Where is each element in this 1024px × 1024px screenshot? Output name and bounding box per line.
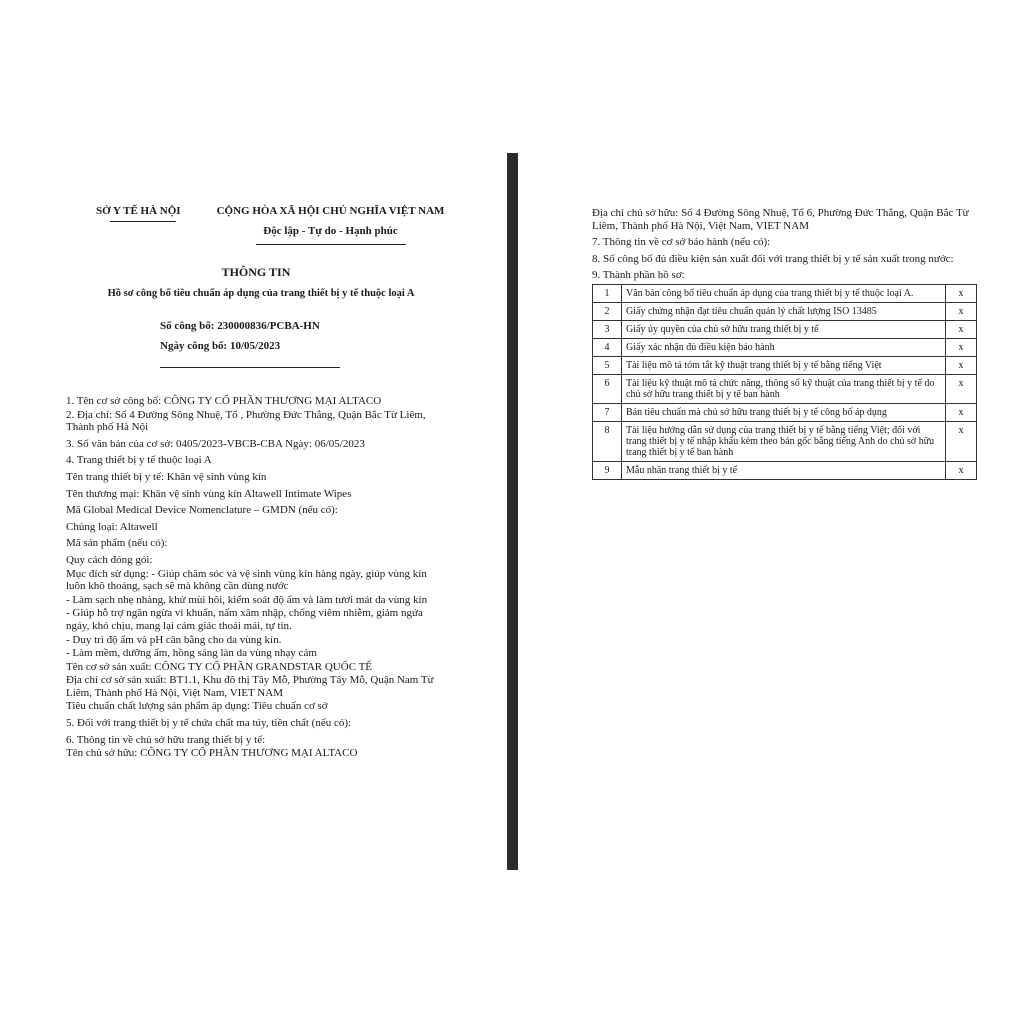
row-document: Tài liệu mô tả tóm tắt kỹ thuật trang thiết bị y tế bằng tiếng Việt (622, 356, 946, 374)
info-line: Tên thương mại: Khăn vệ sinh vùng kín Altawell Intimate Wipes (66, 487, 352, 500)
table-row (593, 461, 977, 479)
row-number: 3 (593, 320, 622, 338)
table-row (593, 284, 977, 302)
info-line: Mã sản phẩm (nếu có): (66, 537, 168, 550)
info-line: Quy cách đóng gói: (66, 553, 153, 566)
row-mark: x (946, 421, 977, 461)
department-name: SỞ Y TẾ HÀ NỘI (96, 205, 181, 217)
info-line: Mục đích sử dụng: - Giúp chăm sóc và vệ sinh vùng kín hàng ngày, giúp vùng kín luôn khô thoáng, sạch sẽ mà không cần dùng nước (66, 567, 427, 593)
row-document: Giấy ủy quyền của chủ sở hữu trang thiết bị y tế (622, 320, 946, 338)
info-line: Chủng loại: Altawell (66, 520, 158, 533)
announcement-number: Số công bố: 230000836/PCBA-HN (160, 320, 320, 332)
row-mark: x (946, 356, 977, 374)
row-document: Giấy xác nhận đủ điều kiện bảo hành (622, 338, 946, 356)
row-document: Tài liệu hướng dẫn sử dụng của trang thiết bị y tế bằng tiếng Việt; đối với trang thiết bị y tế nhập khẩu kèm theo bản gốc bằng tiếng Anh do chủ sở hữu trang thiết bị y tế ban hành (622, 421, 946, 461)
info-line: 3. Số văn bản của cơ sở: 0405/2023-VBCB-CBA Ngày: 06/05/2023 (66, 437, 365, 450)
country-name: CỘNG HÒA XÃ HỘI CHỦ NGHĨA VIỆT NAM (216, 205, 445, 217)
info-line: 1. Tên cơ sở công bố: CÔNG TY CỔ PHẦN THƯƠNG MẠI ALTACO (66, 395, 382, 407)
announcement-date: Ngày công bố: 10/05/2023 (160, 340, 281, 352)
document-title: THÔNG TIN (221, 265, 291, 279)
info-line: - Làm sạch nhẹ nhàng, khử mùi hôi, kiểm soát độ ẩm và làm tươi mát da vùng kín (66, 593, 428, 606)
info-line: 4. Trang thiết bị y tế thuộc loại A (66, 454, 212, 467)
info-line: Tiêu chuẩn chất lượng sản phẩm áp dụng: Tiêu chuẩn cơ sở (66, 700, 328, 713)
table-row (593, 403, 977, 421)
info-line: 2. Địa chỉ: Số 4 Đường Sông Nhuệ, Tổ , Phường Đức Thắng, Quận Bắc Từ Liêm, Thành phố Hà Nội (66, 408, 426, 434)
info-line: 6. Thông tin về chủ sở hữu trang thiết bị y tế: (66, 733, 266, 746)
info-line: Địa chỉ cơ sở sản xuất: BT1.1, Khu đô thị Tây Mỗ, Phường Tây Mỗ, Quận Nam Từ Liêm, Thành phố Hà Nội, Việt Nam, VIET NAM (66, 674, 434, 699)
row-number: 6 (593, 374, 622, 403)
row-mark: x (946, 461, 977, 479)
page-divider (507, 153, 518, 870)
row-mark: x (946, 302, 977, 320)
row-number: 5 (593, 356, 622, 374)
department-underline (110, 221, 176, 222)
row-document: Mẫu nhãn trang thiết bị y tế (622, 461, 946, 479)
table-row (593, 374, 977, 403)
info-line: 9. Thành phần hồ sơ: (592, 269, 685, 282)
separator-line (160, 367, 340, 368)
info-line: 8. Số công bố đủ điều kiện sản xuất đối với trang thiết bị y tế sản xuất trong nước: (592, 252, 954, 265)
motto: Độc lập - Tự do - Hạnh phúc (263, 225, 398, 237)
table-row (593, 421, 977, 461)
info-line: Tên chủ sở hữu: CÔNG TY CỔ PHẦN THƯƠNG MẠI ALTACO (66, 747, 358, 760)
row-document: Văn bản công bố tiêu chuẩn áp dụng của trang thiết bị y tế thuộc loại A. (622, 284, 946, 302)
row-number: 7 (593, 403, 622, 421)
row-mark: x (946, 403, 977, 421)
table-row (593, 356, 977, 374)
right-body (592, 207, 977, 282)
row-number: 4 (593, 338, 622, 356)
row-mark: x (946, 320, 977, 338)
row-mark: x (946, 284, 977, 302)
row-document: Giấy chứng nhận đạt tiêu chuẩn quản lý chất lượng ISO 13485 (622, 302, 946, 320)
row-document: Bản tiêu chuẩn mà chủ sở hữu trang thiết bị y tế công bố áp dụng (622, 403, 946, 421)
row-number: 9 (593, 461, 622, 479)
row-mark: x (946, 374, 977, 403)
left-body (66, 395, 446, 764)
info-line: 7. Thông tin về cơ sở bảo hành (nếu có): (592, 236, 771, 249)
documents-table (592, 284, 977, 480)
info-line: Tên cơ sở sản xuất: CÔNG TY CỔ PHẦN GRANDSTAR QUỐC TẾ (66, 660, 373, 673)
document-subtitle: Hồ sơ công bố tiêu chuẩn áp dụng của trang thiết bị y tế thuộc loại A (107, 288, 415, 299)
info-line: - Duy trì độ ẩm và pH cân bằng cho da vùng kín. (66, 633, 282, 646)
national-header (213, 205, 448, 237)
info-line: Tên trang thiết bị y tế: Khăn vệ sinh vùng kín (66, 470, 267, 483)
table-row (593, 302, 977, 320)
row-number: 8 (593, 421, 622, 461)
info-line: - Giúp hỗ trợ ngăn ngừa vi khuẩn, nấm xâm nhập, chống viêm nhiễm, giảm ngứa ngáy, khó chịu, mang lại cảm giác thoải mái, tự tin. (66, 607, 423, 632)
row-document: Tài liệu kỹ thuật mô tả chức năng, thông số kỹ thuật của trang thiết bị y tế do chủ sở hữu trang thiết bị y tế ban hành (622, 374, 946, 403)
row-mark: x (946, 338, 977, 356)
motto-underline (256, 244, 406, 245)
row-number: 2 (593, 302, 622, 320)
row-number: 1 (593, 284, 622, 302)
info-line: - Làm mềm, dưỡng ẩm, hồng sáng làn da vùng nhạy cảm (66, 647, 317, 660)
right-page (592, 207, 977, 480)
info-line: Địa chỉ chủ sở hữu: Số 4 Đường Sông Nhuệ, Tổ 6, Phường Đức Thắng, Quận Bắc Từ Liêm, Thành phố Hà Nội, Việt Nam, VIET NAM (592, 207, 969, 232)
info-line: 5. Đối với trang thiết bị y tế chứa chất ma túy, tiền chất (nếu có): (66, 717, 352, 730)
table-row (593, 320, 977, 338)
table-row (593, 338, 977, 356)
info-line: Mã Global Medical Device Nomenclature – GMDN (nếu có): (66, 504, 338, 517)
